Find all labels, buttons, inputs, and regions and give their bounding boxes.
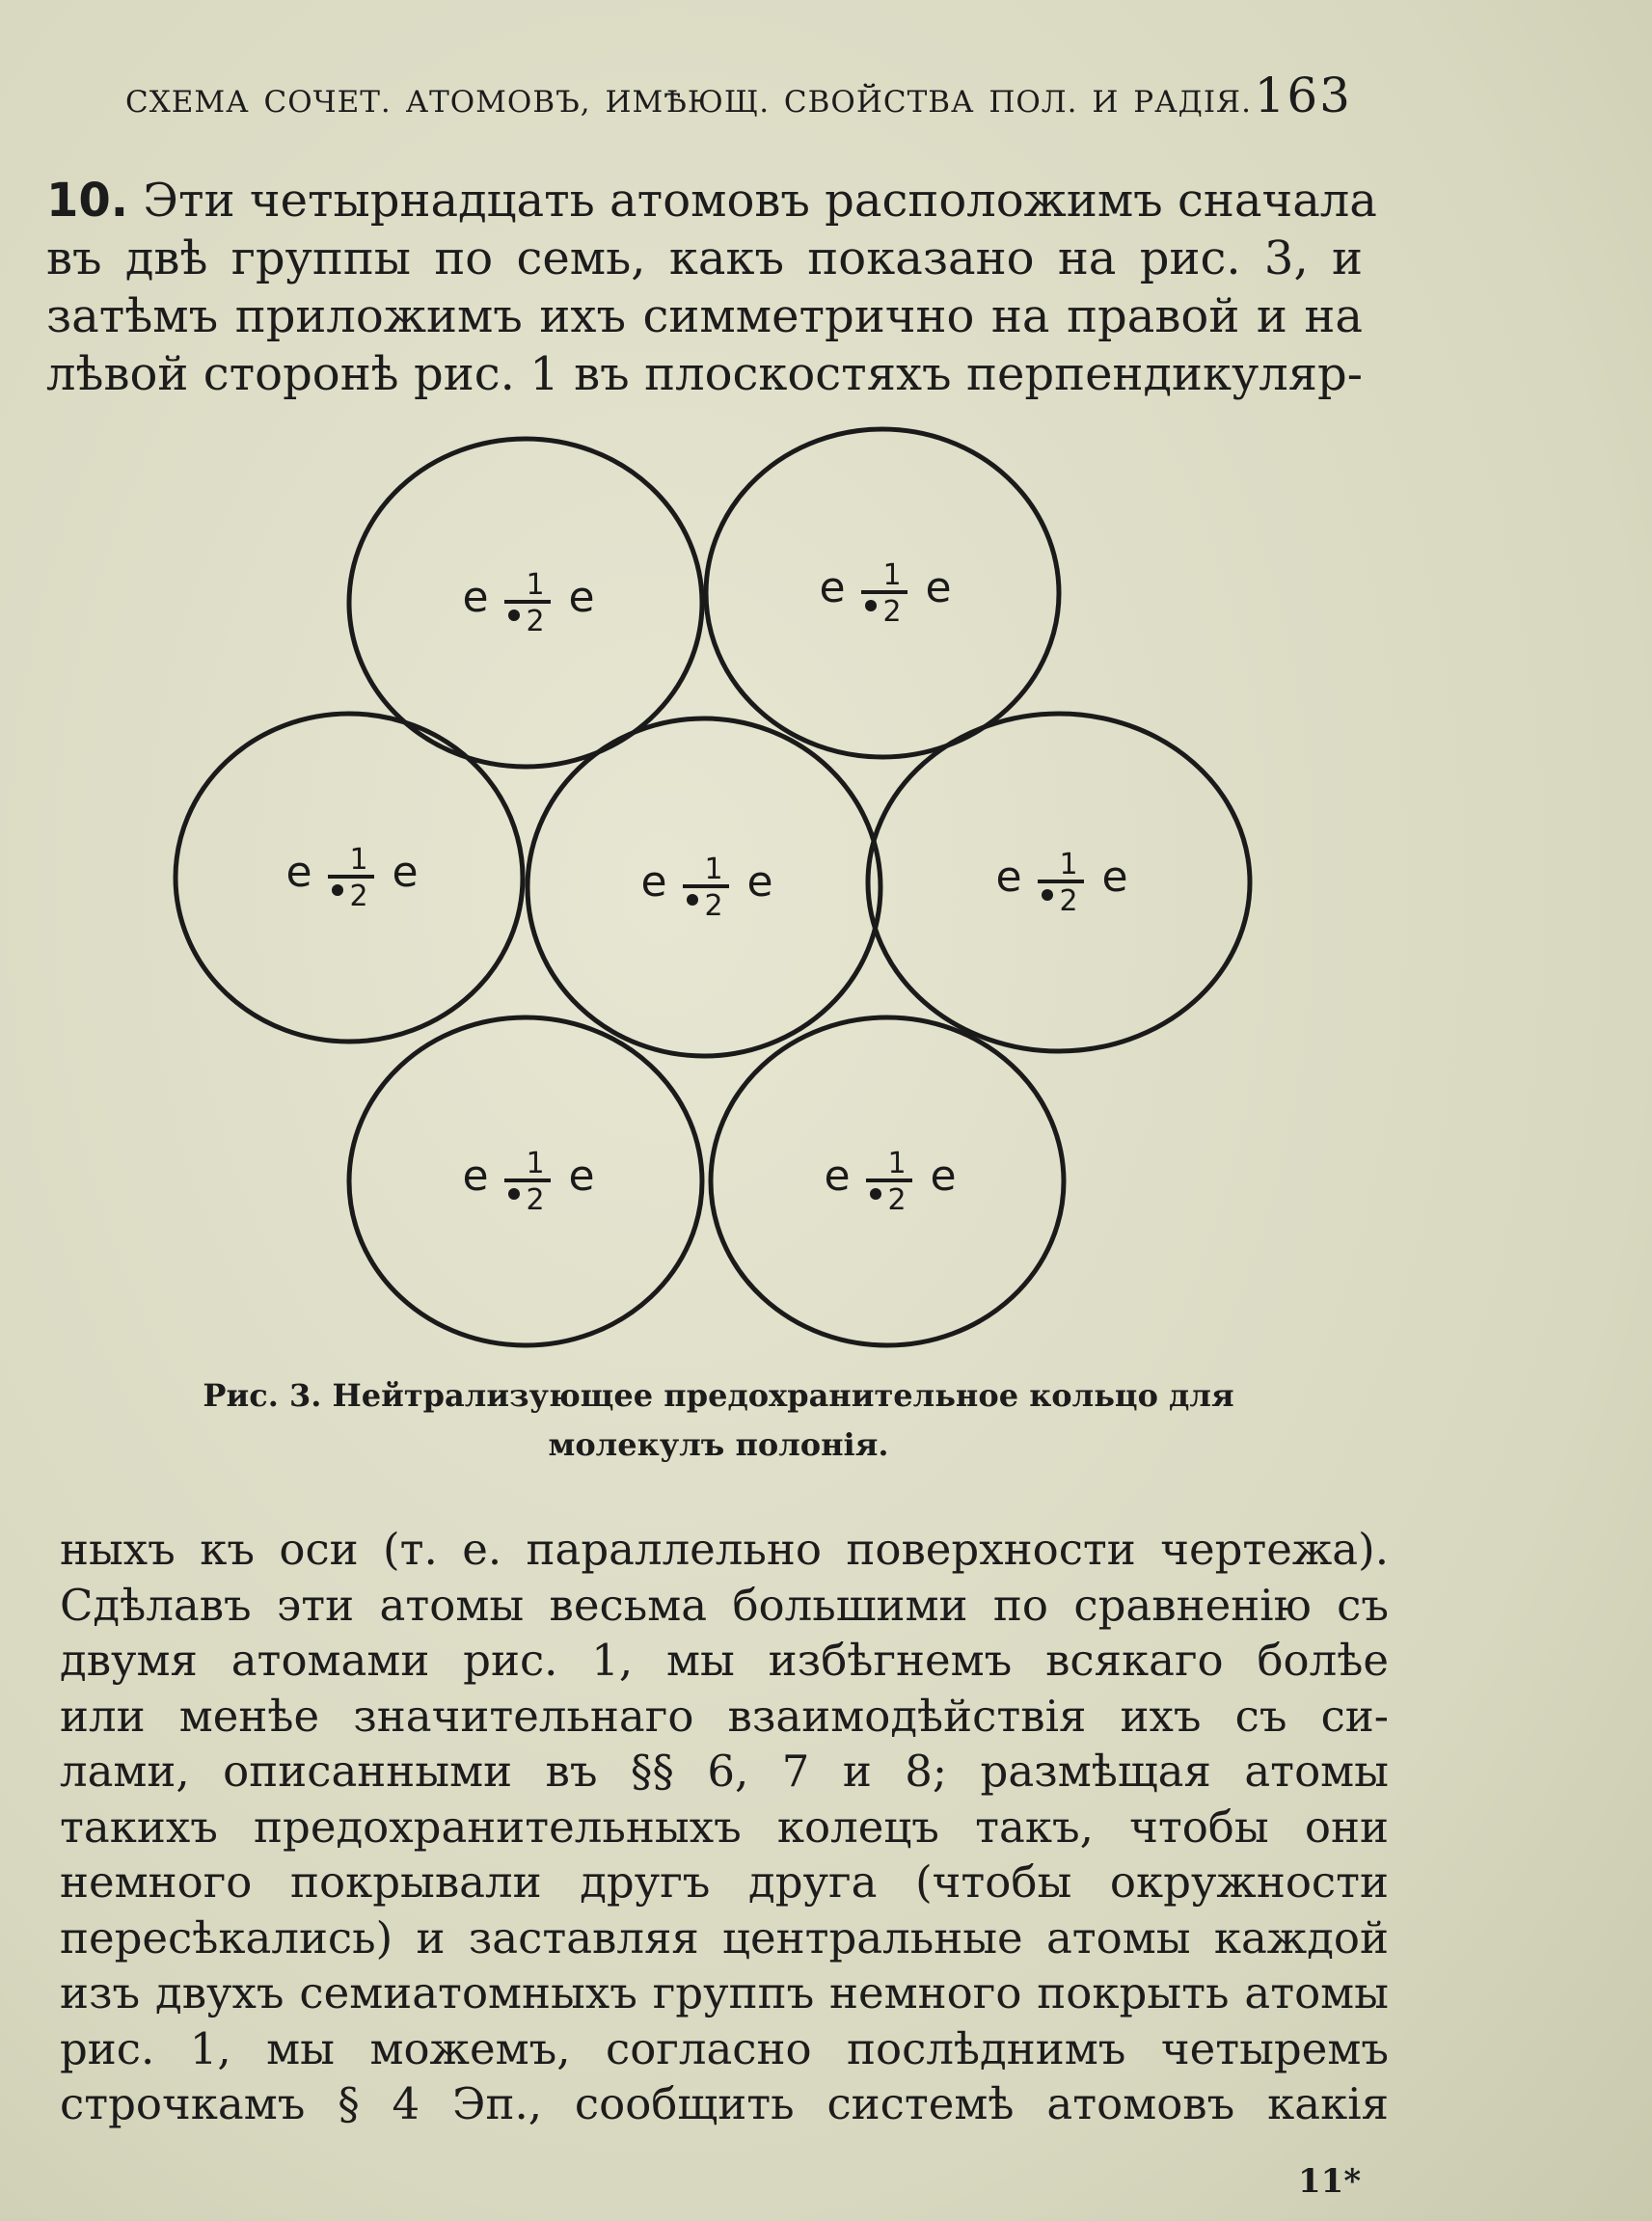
electron-label: e (930, 1151, 957, 1201)
atom-outline (176, 714, 523, 1042)
section-number: 10. (46, 174, 129, 228)
atom-circle (706, 429, 1059, 757)
fraction-denominator: 2 (1059, 884, 1078, 918)
atom-outline (706, 429, 1059, 757)
page-number: 163 (1254, 68, 1352, 123)
fraction-numerator: 1 (882, 558, 902, 592)
paragraph-line: двумя атомами рис. 1, мы избѣгнемъ всякаго болѣе (60, 1635, 1389, 1686)
fraction-numerator: 1 (1059, 848, 1078, 881)
atom-circle (868, 714, 1250, 1051)
figure-caption-line: молекулъ полонія. (548, 1426, 889, 1463)
fraction-denominator: 2 (526, 605, 545, 638)
atom-outline (868, 714, 1250, 1051)
nucleus-dot (687, 894, 698, 906)
paragraph-line: такихъ предохранительныхъ колецъ такъ, чтобы они (60, 1801, 1389, 1853)
electron-label: e (285, 848, 312, 897)
paragraph-line: Сдѣлавъ эти атомы весьма большими по сравненію съ (60, 1579, 1389, 1631)
fraction-denominator: 2 (882, 595, 902, 629)
figure-caption-line: Рис. 3. Нейтрализующее предохранительное кольцо для (203, 1377, 1234, 1414)
paragraph-line: рис. 1, мы можемъ, согласно послѣднимъ четыремъ (60, 2022, 1389, 2074)
fraction-numerator: 1 (887, 1147, 907, 1180)
atom-circle (528, 718, 880, 1056)
electron-label: e (462, 1151, 489, 1201)
signature-mark: 11* (1298, 2162, 1362, 2201)
paragraph-line: ныхъ къ оси (т. е. параллельно поверхности чертежа). (60, 1524, 1389, 1575)
paragraph-line: 10. Эти четырнадцать атомовъ расположимъ сначала (46, 174, 1377, 228)
nucleus-dot (508, 1188, 520, 1200)
electron-label: e (1101, 853, 1128, 902)
electron-label: e (568, 573, 595, 622)
atom-circle (176, 714, 523, 1042)
atom-circle (711, 1017, 1064, 1345)
fraction-numerator: 1 (704, 853, 723, 886)
electron-label: e (824, 1151, 851, 1201)
fraction-denominator: 2 (704, 889, 723, 923)
fraction-denominator: 2 (349, 880, 368, 913)
atom-circle (349, 439, 702, 767)
nucleus-dot (332, 884, 343, 896)
paragraph-top (46, 172, 1377, 403)
fraction-denominator: 2 (526, 1183, 545, 1217)
electron-label: e (640, 857, 667, 907)
paragraph-line: лѣвой сторонѣ рис. 1 въ плоскостяхъ перпендикуляр- (46, 347, 1363, 401)
electron-label: e (568, 1151, 595, 1201)
electron-label: e (819, 563, 846, 612)
paragraph-line: немного покрывали другъ друга (чтобы окружности (60, 1856, 1389, 1908)
atom-outline (349, 1017, 702, 1345)
paragraph-line: затѣмъ приложимъ ихъ симметрично на правой и на (46, 289, 1363, 343)
paragraph-line: строчкамъ § 4 Эп., сообщить системѣ атомовъ какія (60, 2078, 1389, 2129)
nucleus-dot (870, 1188, 881, 1200)
atom-outline (349, 439, 702, 767)
fraction-numerator: 1 (526, 1147, 545, 1180)
fraction-numerator: 1 (349, 843, 368, 877)
nucleus-dot (1042, 889, 1053, 901)
paragraph-line: или менѣе значительнаго взаимодѣйствія ихъ съ си- (60, 1690, 1389, 1742)
paragraph-line: пересѣкались) и заставляя центральные атомы каждой (60, 1911, 1389, 1964)
nucleus-dot (508, 609, 520, 621)
paragraph-line: лами, описанными въ §§ 6, 7 и 8; размѣщая атомы (60, 1746, 1389, 1797)
electron-label: e (462, 573, 489, 622)
electron-label: e (995, 853, 1022, 902)
nucleus-dot (865, 600, 877, 611)
paragraph-line: въ двѣ группы по семь, какъ показано на рис. 3, и (46, 231, 1363, 285)
electron-label: e (746, 857, 773, 907)
paragraph-line: изъ двухъ семиатомныхъ группъ немного покрыть атомы (60, 1967, 1389, 2018)
atom-outline (528, 718, 880, 1056)
running-header (125, 68, 1360, 125)
electron-label: e (392, 848, 419, 897)
atom-circle (349, 1017, 702, 1345)
paragraph-bottom (60, 1522, 1389, 2132)
running-title: СХЕМА СОЧЕТ. АТОМОВЪ, ИМѢЮЩ. СВОЙСТВА ПОЛ. И РАДІЯ. (125, 85, 1252, 120)
atom-outline (711, 1017, 1064, 1345)
fraction-numerator: 1 (526, 568, 545, 602)
electron-label: e (925, 563, 952, 612)
fraction-denominator: 2 (887, 1183, 907, 1217)
